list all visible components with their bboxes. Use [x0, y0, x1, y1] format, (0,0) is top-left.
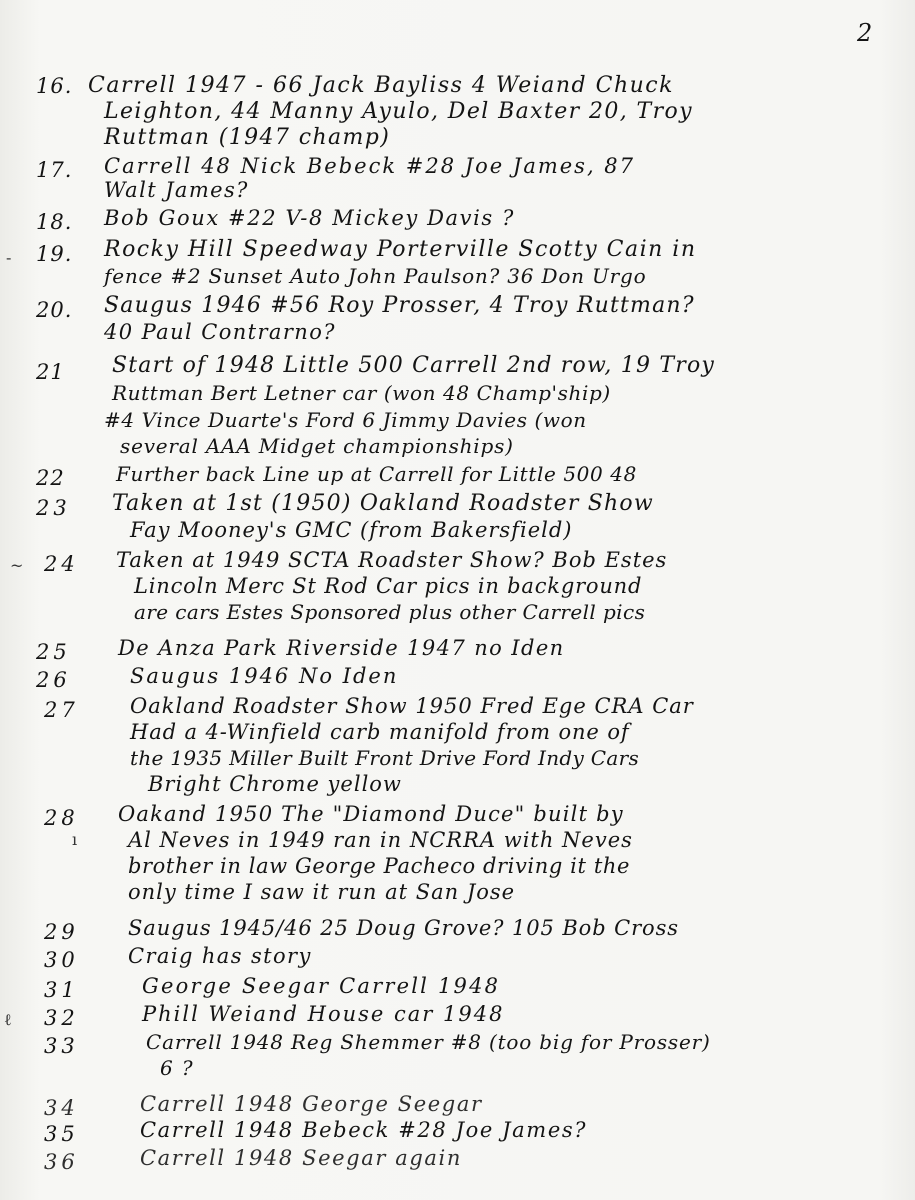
entry-line: Walt James?	[104, 178, 249, 202]
entry-line: Rocky Hill Speedway Porterville Scotty Cain in	[104, 237, 697, 262]
entry-line: several AAA Midget championships)	[120, 434, 514, 458]
entry-line: Oakland Roadster Show 1950 Fred Ege CRA Car	[130, 694, 694, 718]
entry-line: Craig has story	[128, 944, 312, 968]
entry-line: fence #2 Sunset Auto John Paulson? 36 Don Urgo	[104, 264, 647, 288]
entry-line: Carrell 1948 Reg Shemmer #8 (too big for Prosser)	[146, 1030, 711, 1054]
entry-number: 16.	[36, 74, 73, 98]
entry-number: 20.	[36, 298, 73, 322]
entry-line: Phill Weiand House car 1948	[142, 1002, 505, 1026]
entry-line: Carrell 1948 George Seegar	[140, 1092, 483, 1116]
page-number: 2	[857, 19, 873, 47]
entry-number: 32	[44, 1006, 79, 1030]
entry-number: 35	[44, 1122, 79, 1146]
entry-line: Fay Mooney's GMC (from Bakersfield)	[130, 518, 573, 542]
entry-line: brother in law George Pacheco driving it the	[128, 854, 631, 878]
entry-line: 6 ?	[160, 1056, 195, 1080]
margin-tick-mark: ~	[10, 556, 24, 575]
entry-line: Leighton, 44 Manny Ayulo, Del Baxter 20, Troy	[104, 99, 694, 124]
entry-number: 17.	[36, 158, 73, 182]
entry-number: 31	[44, 978, 79, 1002]
entry-line: Carrell 1947 - 66 Jack Bayliss 4 Weiand Chuck	[88, 73, 674, 98]
entry-number: 29	[44, 920, 79, 944]
entry-line: Had a 4-Winfield carb manifold from one of	[130, 720, 630, 744]
margin-tick-mark: ı	[72, 830, 78, 849]
entry-line: Further back Line up at Carrell for Little 500 48	[116, 462, 637, 486]
entry-line: are cars Estes Sponsored plus other Carrell pics	[134, 600, 646, 624]
entry-line: Saugus 1945/46 25 Doug Grove? 105 Bob Cross	[128, 916, 679, 940]
entry-line: George Seegar Carrell 1948	[142, 974, 501, 998]
entry-line: #4 Vince Duarte's Ford 6 Jimmy Davies (won	[104, 408, 587, 432]
entry-line: 40 Paul Contrarno?	[104, 320, 336, 344]
entry-line: Taken at 1st (1950) Oakland Roadster Show	[112, 491, 654, 516]
entry-number: 34	[44, 1096, 79, 1120]
entry-number: 26	[36, 668, 71, 692]
entry-line: Bob Goux #22 V-8 Mickey Davis ?	[104, 206, 515, 230]
entry-line: only time I saw it run at San Jose	[128, 880, 516, 904]
entry-number: 18.	[36, 210, 73, 234]
entry-number: 33	[44, 1034, 79, 1058]
entry-line: Taken at 1949 SCTA Roadster Show? Bob Estes	[116, 548, 668, 572]
entry-line: Carrell 48 Nick Bebeck #28 Joe James, 87	[104, 154, 636, 178]
entry-number: 28	[44, 806, 79, 830]
entry-number: 27	[44, 698, 79, 722]
entry-line: Bright Chrome yellow	[148, 772, 402, 796]
entry-line: Carrell 1948 Seegar again	[140, 1146, 462, 1170]
entry-line: the 1935 Miller Built Front Drive Ford Indy Cars	[130, 746, 640, 770]
entry-line: Start of 1948 Little 500 Carrell 2nd row, 19 Troy	[112, 353, 716, 378]
margin-tick-mark: -	[6, 248, 12, 267]
entry-number: 24	[44, 552, 79, 576]
margin-tick-mark: ℓ	[4, 1010, 12, 1029]
entry-line: Al Neves in 1949 ran in NCRRA with Neves	[128, 828, 633, 852]
entry-line: Saugus 1946 No Iden	[130, 664, 399, 688]
entry-number: 30	[44, 948, 79, 972]
entry-number: 19.	[36, 242, 73, 266]
entry-line: Carrell 1948 Bebeck #28 Joe James?	[140, 1118, 588, 1142]
entry-line: Ruttman (1947 champ)	[104, 125, 391, 150]
entry-line: Ruttman Bert Letner car (won 48 Champ'ship)	[112, 381, 611, 405]
entry-line: De Anza Park Riverside 1947 no Iden	[118, 636, 565, 660]
entry-number: 23	[36, 496, 71, 520]
entry-line: Oakand 1950 The "Diamond Duce" built by	[118, 802, 624, 826]
entry-number: 21	[36, 360, 65, 384]
entry-number: 22	[36, 466, 65, 490]
entry-line: Saugus 1946 #56 Roy Prosser, 4 Troy Ruttman?	[104, 293, 695, 318]
entry-number: 25	[36, 640, 71, 664]
entry-number: 36	[44, 1150, 79, 1174]
entry-line: Lincoln Merc St Rod Car pics in background	[134, 574, 643, 598]
